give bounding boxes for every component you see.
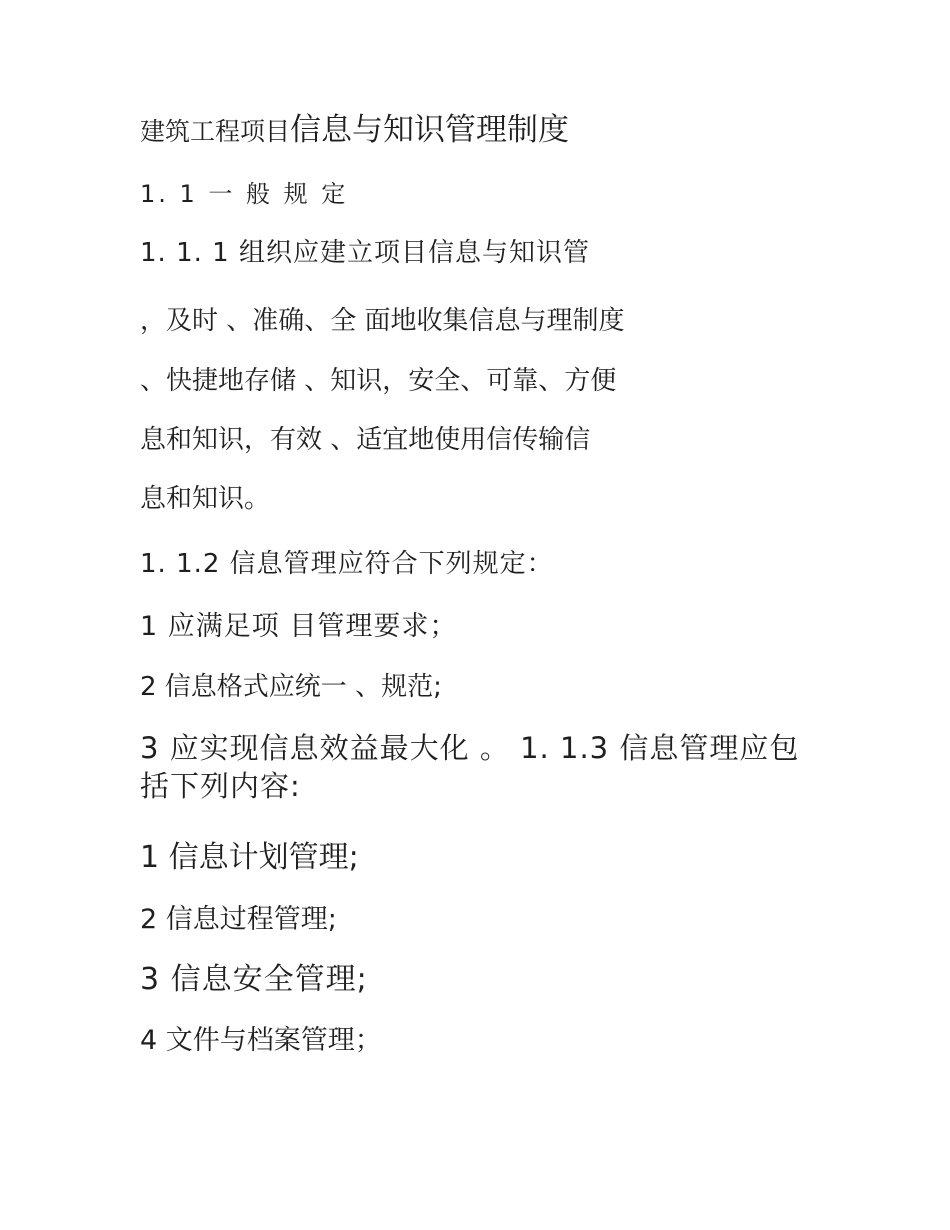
clause-1-1-2: 1. 1.2 信息管理应符合下列规定： [140,549,554,579]
requirement-item-1: 1 应满足项 目管理要求； [140,611,458,642]
document-title [140,112,569,149]
section-heading: 1. 1 一 般 规 定 [140,180,349,208]
document-title-part2: 信息与知识管理制度 [290,112,570,148]
document-title-part1: 建筑工程项目 [140,117,291,146]
requirement-item-2: 2 信息格式应统一 、规范; [140,672,442,702]
paragraph-line-1: ，及时 、准确、全 面地收集信息与理制度 [140,306,625,336]
content-item-2: 2 信息过程管理; [140,904,337,935]
content-item-3: 3 信息安全管理; [140,962,368,997]
clause-1-1-1: 1. 1. 1 组织应建立项目信息与知识管 [140,238,590,268]
content-item-4: 4 文件与档案管理； [140,1025,382,1056]
paragraph-line-2: 、快捷地存储 、知识，安全、可靠、方便 [140,366,617,396]
paragraph-line-3: 息和知识，有效 、适宜地使用信传输信 [140,425,591,455]
content-item-1: 1 信息计划管理; [140,840,359,875]
requirement-item-3-and-clause-1-1-3: 3 应实现信息效益最大化 。 1. 1.3 信息管理应包括下列内容: [140,731,800,803]
paragraph-line-4: 息和知识。 [140,484,271,514]
